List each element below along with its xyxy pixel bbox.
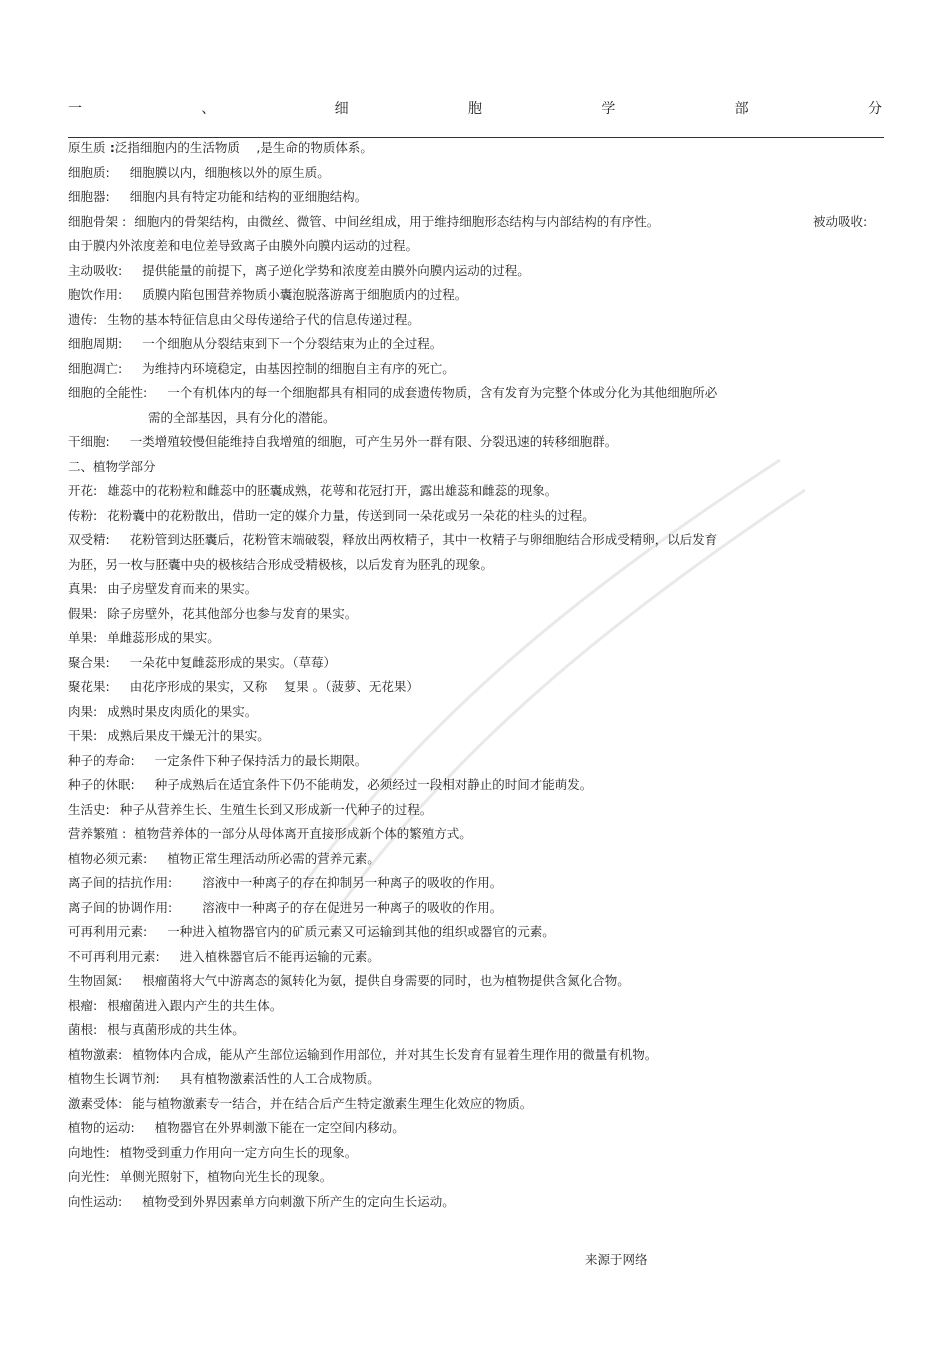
- entry-definition: 溶液中一种离子的存在促进另一种离子的吸收的作用。: [202, 900, 503, 915]
- source-note: 来源于网络: [585, 1252, 648, 1267]
- entry-definition: 提供能量的前提下，离子逆化学势和浓度差由膜外向膜内运动的过程。: [142, 263, 530, 278]
- glossary-entry: [68, 1167, 888, 1192]
- entry-definition: 植物体内合成，能从产生部位运输到作用部位，并对其生长发育有显着生理作用的微量有机物。: [132, 1047, 658, 1062]
- entry-term: 营养繁殖: [68, 826, 119, 841]
- entry-definition: 生物的基本特征信息由父母传递给子代的信息传递过程。: [107, 312, 420, 327]
- glossary-entry: [68, 947, 888, 971]
- heading-char: 、: [201, 101, 216, 117]
- entry-definition: 一定条件下种子保持活力的最长期限。: [154, 753, 368, 768]
- glossary-entry: [68, 432, 888, 457]
- entry-term: 向地性:: [68, 1145, 110, 1160]
- entry-definition: 能与植物激素专一结合，并在结合后产生特定激素生理生化效应的物质。: [132, 1096, 533, 1111]
- entry-definition: 一类增殖较慢但能维持自我增殖的细胞，可产生另外一群有限、分裂迅速的转移细胞群。: [129, 434, 618, 449]
- glossary-entry: [68, 1143, 888, 1167]
- glossary-entry: [68, 261, 888, 285]
- glossary-entry: [68, 800, 888, 824]
- section-title: 二、植物学部分: [68, 459, 156, 474]
- entry-term: 向性运动:: [68, 1194, 123, 1209]
- entry-definition: 一个细胞从分裂结束到下一个分裂结束为止的全过程。: [142, 336, 443, 351]
- entry-term: 细胞骨架: [68, 214, 119, 229]
- glossary-entry: [68, 212, 888, 236]
- glossary-entry: [68, 530, 888, 555]
- glossary-entry: [68, 726, 888, 751]
- entry-term: 离子间的拮抗作用:: [68, 875, 173, 890]
- glossary-entry: [68, 506, 888, 530]
- entry-definition: 根瘤菌进入跟内产生的共生体。: [107, 998, 283, 1013]
- entry-definition: 花粉管到达胚囊后，花粉管末端破裂，释放出两枚精子，其中一枚精子与卵细胞结合形成受精卵，以后发育: [129, 532, 718, 547]
- entry-definition: 植物受到重力作用向一定方向生长的现象。: [119, 1145, 358, 1160]
- entry-term: 细胞器:: [68, 189, 110, 204]
- glossary-entry: [68, 849, 888, 873]
- entry-definition: 花粉囊中的花粉散出，借助一定的媒介力量，传送到同一朵花或另一朵花的柱头的过程。: [107, 508, 595, 523]
- glossary-entry: [68, 898, 888, 922]
- glossary-body: [68, 138, 888, 1216]
- glossary-entry: [68, 481, 888, 506]
- glossary-entry: [68, 555, 888, 579]
- entry-term: 植物激素:: [68, 1047, 123, 1062]
- glossary-entry: [68, 653, 888, 677]
- glossary-entry: [68, 1069, 888, 1094]
- entry-term: 不可再利用元素:: [68, 949, 160, 964]
- entry-term: 植物生长调节剂:: [68, 1071, 160, 1086]
- entry-separator: :: [118, 214, 127, 229]
- entry-term: 离子间的协调作用:: [68, 900, 173, 915]
- heading-char: 一: [68, 101, 82, 117]
- entry-definition: 单侧光照射下，植物向光生长的现象。: [119, 1169, 333, 1184]
- continuation-text: 需的全部基因，具有分化的潜能。: [148, 410, 336, 425]
- entry-definition: 根瘤菌将大气中游离态的氮转化为氨，提供自身需要的同时，也为植物提供含氮化合物。: [142, 973, 630, 988]
- entry-term: 植物的运动:: [68, 1120, 135, 1135]
- entry-term: 种子的寿命:: [68, 753, 135, 768]
- entry-definition: 种子成熟后在适宜条件下仍不能萌发，必须经过一段相对静止的时间才能萌发。: [154, 777, 593, 792]
- glossary-entry: [68, 359, 888, 383]
- entry-definition: 植物器官在外界刺激下能在一定空间内移动。: [154, 1120, 405, 1135]
- entry-definition: 细胞内的骨架结构，由微丝、微管、中间丝组成，用于维持细胞形态结构与内部结构的有序性。: [134, 214, 660, 229]
- entry-term: 胞饮作用:: [68, 287, 123, 302]
- glossary-entry: [68, 628, 888, 653]
- entry-term: 植物必须元素:: [68, 851, 148, 866]
- entry-definition: 为维持内环境稳定，由基因控制的细胞自主有序的死亡。: [142, 361, 455, 376]
- entry-definition: 细胞内具有特定功能和结构的亚细胞结构。: [129, 189, 368, 204]
- glossary-entry: [68, 775, 888, 800]
- entry-term: 根瘤:: [68, 998, 98, 1013]
- glossary-entry: [68, 996, 888, 1020]
- continuation-text: 为胚，另一枚与胚囊中央的极核结合形成受精极核，以后发育为胚乳的现象。: [68, 557, 494, 572]
- entry-term: 向光性:: [68, 1169, 110, 1184]
- glossary-entry: [68, 1045, 888, 1069]
- glossary-entry: [68, 1192, 888, 1216]
- heading-char: 细: [334, 101, 349, 117]
- entry-term: 传粉:: [68, 508, 98, 523]
- heading-char: 学: [601, 101, 616, 117]
- glossary-entry: [68, 1094, 888, 1118]
- entry-term: 被动吸收:: [813, 214, 868, 229]
- glossary-entry: [68, 334, 888, 359]
- glossary-entry: [68, 677, 888, 702]
- entry-term: 单果:: [68, 630, 98, 645]
- glossary-entry: [68, 702, 888, 726]
- entry-term: 激素受体:: [68, 1096, 123, 1111]
- glossary-entry: [68, 824, 888, 849]
- entry-definition: 一种进入植物器官内的矿质元素又可运输到其他的组织或器官的元素。: [167, 924, 555, 939]
- entry-term: 菌根:: [68, 1022, 98, 1037]
- entry-term: 主动吸收:: [68, 263, 123, 278]
- entry-definition: 单雌蕊形成的果实。: [107, 630, 220, 645]
- glossary-entry: [68, 1020, 888, 1045]
- entry-term: 真果:: [68, 581, 98, 596]
- entry-definition: 进入植株器官后不能再运输的元素。: [179, 949, 380, 964]
- glossary-entry: [68, 285, 888, 310]
- entry-definition: 成熟时果皮肉质化的果实。: [107, 704, 258, 719]
- entry-definition: 泛指细胞内的生活物质 ,是生命的物质体系。: [114, 140, 373, 155]
- heading-char: 胞: [467, 101, 482, 117]
- entry-definition: 质膜内陷包围营养物质小囊泡脱落游离于细胞质内的过程。: [142, 287, 468, 302]
- glossary-entry: [68, 579, 888, 604]
- entry-definition: 除子房壁外，花其他部分也参与发育的果实。: [107, 606, 358, 621]
- entry-term: 开花:: [68, 483, 98, 498]
- entry-definition: 细胞膜以内，细胞核以外的原生质。: [129, 165, 330, 180]
- entry-definition: 植物正常生理活动所必需的营养元素。: [167, 851, 380, 866]
- glossary-entry: [68, 1118, 888, 1143]
- glossary-entry: [68, 751, 888, 775]
- entry-definition: 植物营养体的一部分从母体离开直接形成新个体的繁殖方式。: [134, 826, 472, 841]
- entry-term: 可再利用元素:: [68, 924, 148, 939]
- entry-definition: 由花序形成的果实，又称 复果 。（菠萝、无花果）: [129, 679, 419, 694]
- entry-definition: 雄蕊中的花粉粒和雌蕊中的胚囊成熟，花萼和花冠打开，露出雄蕊和雌蕊的现象。: [107, 483, 558, 498]
- glossary-entry: [68, 310, 888, 334]
- entry-term: 双受精:: [68, 532, 110, 547]
- entry-term: 干果:: [68, 728, 98, 743]
- entry-definition: 成熟后果皮干燥无汁的果实。: [107, 728, 270, 743]
- entry-term: 遗传:: [68, 312, 98, 327]
- entry-definition: 种子从营养生长、生殖生长到又形成新一代种子的过程。: [119, 802, 433, 817]
- entry-term: 细胞质:: [68, 165, 110, 180]
- entry-term: 细胞周期:: [68, 336, 123, 351]
- entry-term: 原生质: [68, 140, 106, 155]
- entry-definition: 一个有机体内的每一个细胞都具有相同的成套遗传物质，含有发育为完整个体或分化为其他细胞所必: [167, 385, 718, 400]
- glossary-entry: [68, 383, 888, 408]
- entry-term: 聚花果:: [68, 679, 110, 694]
- entry-term: 生物固氮:: [68, 973, 123, 988]
- entry-definition: 植物受到外界因素单方向刺激下所产生的定向生长运动。: [142, 1194, 455, 1209]
- glossary-entry: [68, 873, 888, 898]
- glossary-entry: [68, 971, 888, 996]
- entry-separator: :: [118, 826, 127, 841]
- entry-definition: 一朵花中复雌蕊形成的果实。（草莓）: [129, 655, 336, 670]
- entry-term: 聚合果:: [68, 655, 110, 670]
- entry-definition: 溶液中一种离子的存在抑制另一种离子的吸收的作用。: [202, 875, 503, 890]
- glossary-entry: [68, 138, 888, 163]
- entry-term: 假果:: [68, 606, 98, 621]
- entry-term: 细胞凋亡:: [68, 361, 123, 376]
- heading-char: 分: [867, 101, 882, 117]
- entry-term: 干细胞:: [68, 434, 110, 449]
- heading-char: 部: [734, 101, 749, 117]
- entry-definition: 具有植物激素活性的人工合成物质。: [179, 1071, 380, 1086]
- glossary-entry: [68, 604, 888, 628]
- glossary-entry: [68, 457, 888, 481]
- entry-term: 细胞的全能性:: [68, 385, 148, 400]
- section-heading: [68, 99, 882, 119]
- glossary-entry: [68, 236, 888, 261]
- glossary-entry: [68, 163, 888, 187]
- glossary-entry: [68, 187, 888, 212]
- entry-term: 生活史:: [68, 802, 110, 817]
- glossary-entry: [68, 408, 888, 432]
- entry-definition: 由子房壁发育而来的果实。: [107, 581, 258, 596]
- continuation-text: 由于膜内外浓度差和电位差导致离子由膜外向膜内运动的过程。: [68, 238, 419, 253]
- entry-separator: :: [105, 140, 115, 155]
- entry-definition: 根与真菌形成的共生体。: [107, 1022, 245, 1037]
- entry-term: 肉果:: [68, 704, 98, 719]
- glossary-entry: [68, 922, 888, 947]
- entry-term: 种子的休眠:: [68, 777, 135, 792]
